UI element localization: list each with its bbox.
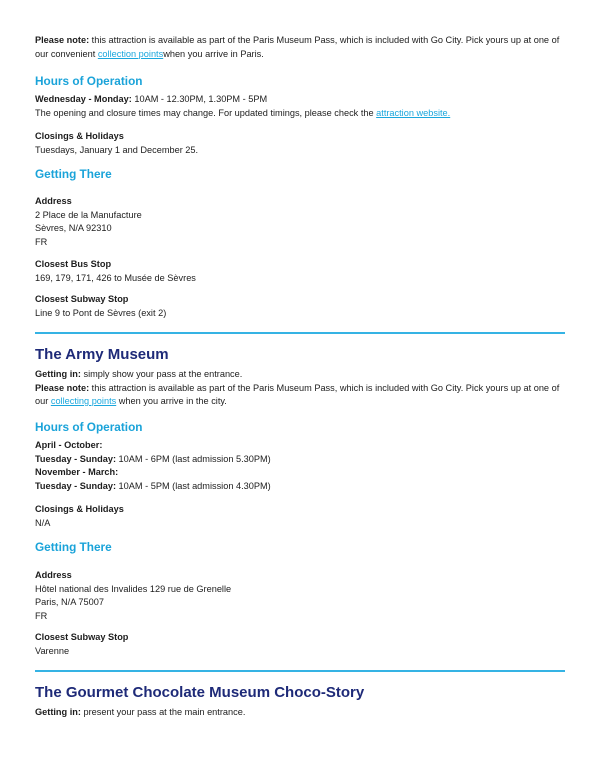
choco-title-block [35,683,565,702]
section-divider [35,670,565,672]
hours-value: 10AM - 12.30PM, 1.30PM - 5PM [131,94,268,104]
address-line: FR [35,236,48,247]
bus-label: Closest Bus Stop [35,259,112,269]
subway-label: Closest Subway Stop [35,294,129,304]
subway-value: Line 9 to Pont de Sèvres (exit 2) [35,307,167,318]
army-getting-there [35,540,565,555]
collecting-points-link[interactable]: collecting points [50,396,117,406]
hours-note: The opening and closure times may change. For updated timings, please check the [35,107,377,118]
sevres-subway [35,293,565,320]
section-divider [35,332,565,334]
collection-points-link[interactable]: collection points [97,48,164,59]
army-hours-body [35,439,565,493]
note-text: this attraction is available as part of the Paris Museum Pass, which is included with Go City. Pick yours up at one of our [35,382,560,406]
choco-intro [35,706,565,720]
sevres-bus [35,258,565,285]
getting-in-label: Getting in: [35,369,81,379]
address-label: Address [35,196,72,206]
subway-value: Varenne [35,645,70,656]
address-label: Address [35,570,72,580]
getting-there-heading: Getting There [35,540,112,554]
army-subway [35,631,565,658]
section-title: The Gourmet Chocolate Museum Choco-Story [35,684,365,701]
address-line: Paris, N/A 75007 [35,597,104,607]
getting-in-value: simply show your pass at the entrance. [80,369,243,379]
intro-note [35,34,565,61]
sevres-getting-there [35,167,565,182]
sevres-address [35,195,565,249]
army-title-block [35,345,565,364]
attraction-website-link[interactable]: attraction website. [376,107,451,118]
address-line: 2 Place de la Manufacture [35,209,142,220]
sevres-hours-body [35,93,565,120]
hours-label: Tuesday - Sunday: [35,453,116,464]
hours-value: 10AM - 5PM (last admission 4.30PM) [116,480,271,491]
season-label: April - October: [35,440,103,450]
note-text-end: when you arrive in Paris. [163,48,264,59]
closings-value: Tuesdays, January 1 and December 25. [35,144,199,155]
army-intro [35,368,565,409]
address-line: Sèvres, N/A 92310 [35,223,112,233]
section-title: The Army Museum [35,346,169,363]
hours-label: Wednesday - Monday: [35,94,132,104]
sevres-closings [35,130,565,157]
army-address [35,569,565,623]
army-closings [35,503,565,530]
hours-heading: Hours of Operation [35,74,143,88]
note-label: Please note: [35,35,90,45]
bus-value: 169, 179, 171, 426 to Musée de Sèvres [35,272,196,283]
getting-there-heading: Getting There [35,167,112,181]
note-text-end: when you arrive in the city. [116,396,227,406]
closings-label: Closings & Holidays [35,504,124,514]
hours-heading: Hours of Operation [35,420,143,434]
sevres-hours-section [35,74,565,89]
closings-label: Closings & Holidays [35,131,124,141]
closings-value: N/A [35,517,51,528]
note-label: Please note: [35,382,90,393]
address-line: FR [35,610,48,621]
subway-label: Closest Subway Stop [35,632,129,642]
hours-value: 10AM - 6PM (last admission 5.30PM) [116,453,271,464]
season-label: November - March: [35,467,119,477]
getting-in-value: present your pass at the main entrance. [80,707,246,717]
army-hours-section [35,420,565,435]
getting-in-label: Getting in: [35,707,81,717]
note-text: this attraction is available as part of the Paris Museum Pass, which is included with Go City. Pick yours up at one of our convenient [35,35,560,59]
hours-label: Tuesday - Sunday: [35,480,116,491]
address-line: Hôtel national des Invalides 129 rue de Grenelle [35,583,232,594]
